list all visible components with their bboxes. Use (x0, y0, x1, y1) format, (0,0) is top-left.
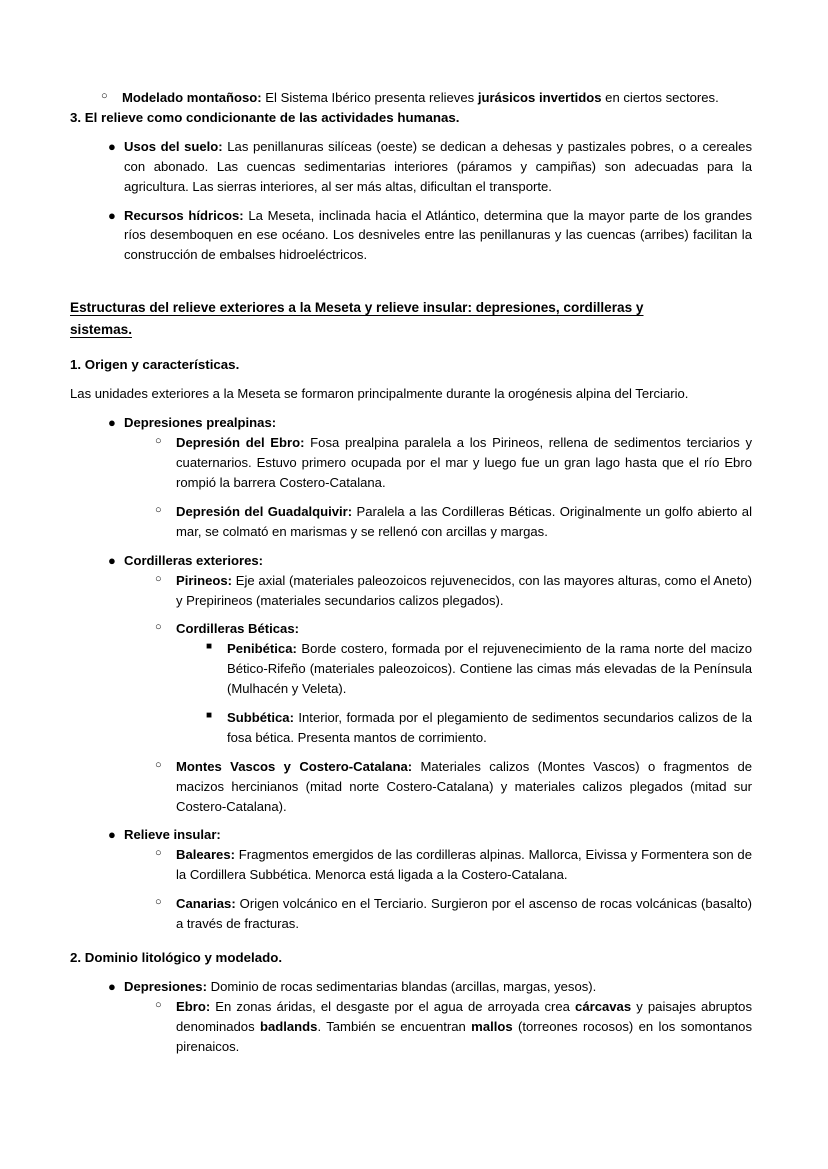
list-item-text (227, 641, 752, 696)
disc-bullet-icon: ● (108, 827, 116, 843)
list-item (176, 639, 752, 699)
circle-bullet-icon: ○ (101, 90, 108, 102)
list-item (176, 708, 752, 748)
sublist (124, 571, 752, 817)
list-item-text (176, 759, 752, 814)
disc-bullet-icon: ● (108, 138, 116, 154)
text-run: . También se encuentran (317, 1018, 472, 1034)
square-bullet-icon: ■ (206, 641, 213, 653)
list-item (124, 502, 752, 542)
list-item (70, 206, 752, 266)
list-item-body: Borde costero, formada por el rejuvenecimiento de la rama norte del macizo Bético-Rifeño (materiales paleozoicos). Contiene las cimas más elevadas de la Península (Mulhacén y Veleta). (227, 641, 752, 697)
circle-bullet-icon: ○ (155, 621, 162, 634)
list-item-text (176, 435, 752, 490)
list-item (70, 88, 752, 108)
list-item (70, 977, 752, 1057)
circle-bullet-icon: ○ (155, 758, 162, 771)
list-item-text (176, 847, 752, 882)
section-heading-3: 3. El relieve como condicionante de las actividades humanas. (70, 109, 460, 125)
list-item (124, 845, 752, 885)
list-item-text (124, 139, 752, 194)
list-item-body-b: en ciertos sectores. (601, 90, 719, 105)
list-item (124, 757, 752, 817)
list-item (124, 894, 752, 934)
list-item-lead: Cordilleras exteriores: (124, 552, 263, 568)
list-item-body: Materiales calizos (Montes Vascos) o fragmentos de macizos hercinianos (mitad norte Costero-Catalana) y materiales calizos plegados (mitad sur Costero-Catalana). (176, 758, 753, 814)
list-item-lead: Cordilleras Béticas: (176, 621, 299, 637)
section-heading-2: 2. Dominio litológico y modelado. (70, 949, 283, 965)
list-item-text (176, 573, 752, 608)
page-title: Estructuras del relieve exteriores a la Meseta y relieve insular: depresiones, cordilleras y sistemas. (70, 300, 644, 338)
list-item-lead: Usos del suelo: (124, 138, 223, 154)
list-item-emphasis: jurásicos invertidos (477, 90, 602, 105)
list-item-text (124, 415, 276, 430)
list-item-text (176, 621, 299, 636)
list-item-text (124, 827, 221, 842)
circle-bullet-icon: ○ (155, 998, 162, 1011)
circle-bullet-icon: ○ (155, 572, 162, 585)
list-item-lead: Depresión del Guadalquivir: (176, 503, 353, 519)
text-emphasis: badlands (259, 1018, 318, 1034)
circle-bullet-icon: ○ (155, 896, 162, 909)
list-item-text (124, 979, 596, 994)
sublist (176, 639, 752, 747)
list-item-lead: Depresiones prealpinas: (124, 415, 277, 431)
list-item-lead: Pirineos: (176, 572, 233, 588)
list-item (124, 619, 752, 747)
list-item (70, 137, 752, 197)
list-item-body: Las penillanuras silíceas (oeste) se dedican a dehesas y pastizales pobres, o a cereales con abonado. Las cuencas sedimentarias interiores (páramos y campiñas) son adecuadas para la agricultura. Las sierras interiores, al ser más altas, dificultan el transporte. (124, 138, 752, 194)
section-1-list (70, 413, 752, 933)
list-item-lead: Ebro: (176, 998, 211, 1014)
list-item-lead: Depresión del Ebro: (176, 435, 305, 451)
list-item-text (124, 208, 752, 263)
list-item-body: Fosa prealpina paralela a los Pirineos, rellena de sedimentos terciarios y cuaternarios. Estuvo primero ocupada por el mar y luego fue un gran lago hasta que el río Ebro rompió la barrera Costero-Catalana. (176, 435, 752, 491)
list-item-lead: Montes Vascos y Costero-Catalana: (176, 758, 413, 774)
text-emphasis: mallos (471, 1018, 513, 1034)
list-item-text (122, 90, 719, 105)
section-2-list (70, 977, 752, 1057)
list-item-body: Interior, formada por el plegamiento de sedimentos secundarios calizos de la fosa bética. Presenta mantos de corrimiento. (227, 710, 752, 745)
list-item-lead: Canarias: (176, 896, 236, 912)
sublist (124, 433, 752, 541)
continuation-list (70, 88, 752, 108)
disc-bullet-icon: ● (108, 552, 116, 568)
text-run: y paisajes abruptos denominados (176, 998, 752, 1034)
section-1-intro-paragraph: Las unidades exteriores a la Meseta se formaron principalmente durante la orogénesis alpina del Terciario. (70, 386, 689, 402)
sublist (124, 845, 752, 934)
list-item-body: Origen volcánico en el Terciario. Surgieron por el ascenso de rocas volcánicas (basalto) a través de fracturas. (176, 896, 752, 932)
section-heading-1: 1. Origen y características. (70, 357, 240, 373)
text-emphasis: cárcavas (575, 998, 632, 1014)
list-item-body: La Meseta, inclinada hacia el Atlántico, determina que la mayor parte de los grandes ríos desemboquen en ese océano. Los desniveles entre las penillanuras y las cuencas (arribes) facilitan la construcción de embalses hidroeléctricos. (124, 207, 752, 263)
section-3-list (70, 137, 752, 265)
circle-bullet-icon: ○ (155, 435, 162, 448)
text-run: (torreones rocosos) en los somontanos pirenaicos. (176, 1018, 752, 1054)
list-item (70, 413, 752, 541)
list-item (124, 571, 752, 611)
list-item (124, 433, 752, 493)
list-item-body: Dominio de rocas sedimentarias blandas (arcillas, margas, yesos). (206, 978, 597, 994)
list-item-lead: Subbética: (227, 710, 294, 725)
list-item-lead: Relieve insular: (124, 827, 221, 843)
circle-bullet-icon: ○ (155, 847, 162, 860)
list-item-text (176, 999, 752, 1054)
disc-bullet-icon: ● (108, 978, 116, 994)
list-item-lead: Penibética: (227, 641, 297, 657)
list-item-body: Eje axial (materiales paleozoicos rejuvenecidos, con las mayores alturas, como el Aneto) y Prepirineos (materiales secundarios calizos plegados). (176, 572, 752, 608)
list-item-text (176, 896, 752, 931)
list-item-body: Paralela a las Cordilleras Béticas. Originalmente un golfo abierto al mar, se colmató en marismas y se rellenó con arcillas y margas. (176, 503, 752, 539)
list-item-text (124, 553, 263, 568)
document-body (70, 88, 752, 1056)
list-item-lead: Modelado montañoso: (122, 90, 262, 105)
disc-bullet-icon: ● (108, 207, 116, 223)
list-item-text (227, 710, 752, 745)
list-item-body: Fragmentos emergidos de las cordilleras alpinas. Mallorca, Eivissa y Formentera son de la Cordillera Subbética. Menorca está ligada a la Costero-Catalana. (176, 847, 752, 883)
list-item-text (176, 504, 752, 539)
square-bullet-icon: ■ (206, 710, 213, 721)
list-item (70, 825, 752, 933)
disc-bullet-icon: ● (108, 415, 116, 431)
circle-bullet-icon: ○ (155, 503, 162, 516)
text-run: En zonas áridas, el desgaste por el agua de arroyada crea (210, 998, 576, 1014)
list-item-segments (176, 999, 752, 1054)
list-item (70, 551, 752, 817)
sublist (124, 997, 752, 1057)
list-item (124, 997, 752, 1057)
list-item-body-a: El Sistema Ibérico presenta relieves (261, 90, 478, 105)
list-item-lead: Baleares: (176, 847, 235, 863)
list-item-lead: Recursos hídricos: (124, 207, 244, 223)
list-item-lead: Depresiones: (124, 978, 207, 994)
